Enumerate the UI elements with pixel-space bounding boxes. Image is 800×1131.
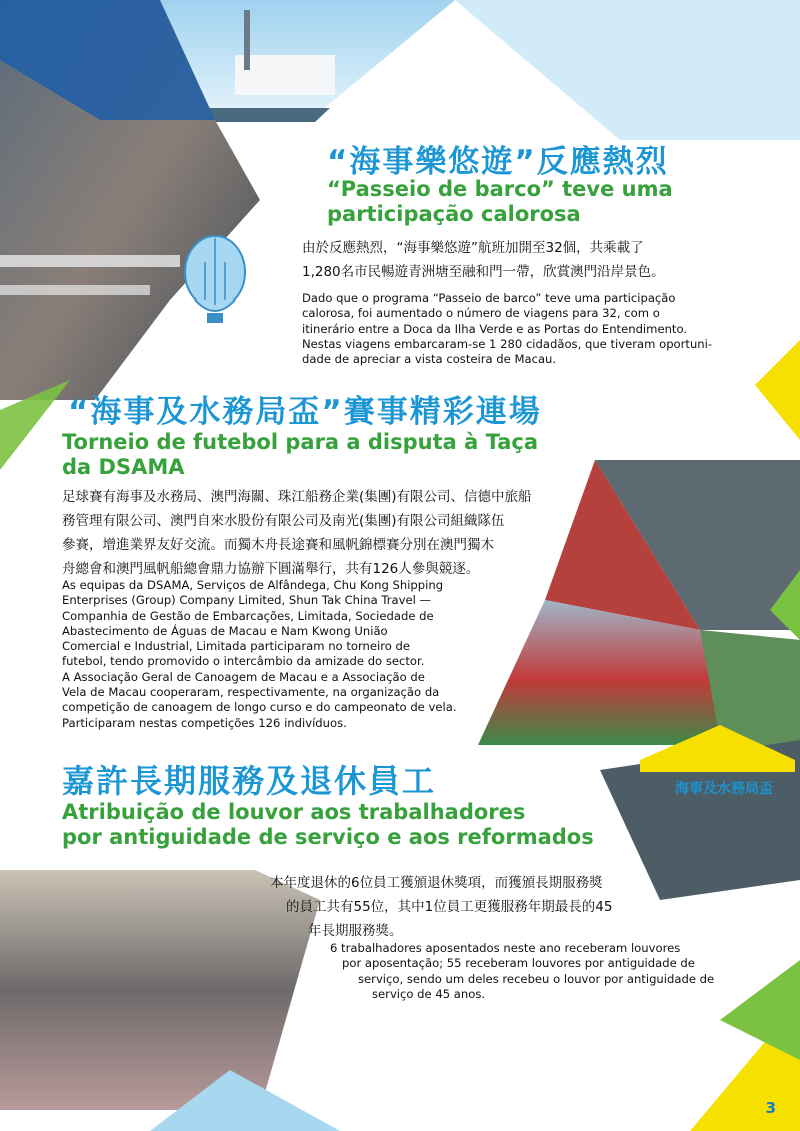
body-line: 由於反應熱烈，“海事樂悠遊”航班加開至32個，共乘載了 [302, 240, 644, 256]
body-line: Dado que o programa “Passeio de barco” teve uma participação [302, 291, 676, 305]
body-line: A Associação Geral de Canoagem de Macau e a Associação de [62, 669, 425, 684]
page-number: 3 [765, 1099, 776, 1117]
body-line: futebol, tendo promovido o intercâmbio da amizade do sector. [62, 654, 425, 669]
body-line: 的員工共有55位，其中1位員工更獲服務年期最長的45 [286, 899, 613, 915]
section3-title-pt [62, 800, 594, 850]
body-line: As equipas da DSAMA, Serviços de Alfândega, Chu Kong Shipping [62, 578, 444, 592]
body-line: Participaram nestas competições 126 indivíduos. [62, 715, 347, 730]
body-line: 1,280名市民暢遊青洲塘至融和門一帶，欣賞澳門沿岸景色。 [302, 264, 665, 280]
blue-triangle-deco [455, 0, 800, 140]
section3-body-cn [270, 871, 612, 943]
body-line: serviço de 45 anos. [372, 986, 486, 1001]
body-line: calorosa, foi aumentado o número de viagens para 32, com o [302, 306, 660, 321]
body-line: Comercial e Industrial, Limitada participaram no torneiro de [62, 639, 411, 654]
section3-body-pt [330, 941, 714, 1002]
body-line: 足球賽有海事及水務局、澳門海關、珠江船務企業(集團)有限公司、信德中旅船 [62, 489, 532, 505]
section2-body-cn [62, 485, 532, 581]
body-line: 舟總會和澳門風帆船總會鼎力協辦下圓滿舉行，共有126人參與競逐。 [62, 561, 480, 577]
title-line: por antiguidade de serviço e aos reformados [62, 825, 594, 850]
body-line: Vela de Macau cooperaram, respectivamente, na organização da [62, 685, 440, 700]
tower-shape [244, 10, 250, 70]
section1-title-pt [327, 177, 673, 227]
section1-title-cn: “海事樂悠遊”反應熱烈 [327, 144, 669, 180]
body-line: Companhia de Gestão de Embarcações, Limitada, Sociedade de [62, 608, 434, 623]
hot-air-balloon-icon [185, 236, 245, 323]
body-line: itinerário entre a Doca da Ilha Verde e as Portas do Entendimento. [302, 321, 688, 336]
title-line: participação calorosa [327, 202, 581, 227]
green-triangle-bottom [720, 960, 800, 1060]
body-line: dade de apreciar a vista costeira de Macau. [302, 352, 557, 367]
tent-banner-text: 海事及水務局盃 [675, 781, 773, 797]
title-line: da DSAMA [62, 455, 185, 480]
body-line: Nestas viagens embarcaram-se 1 280 cidadãos, que tiveram oportuni- [302, 336, 713, 351]
body-line: 6 trabalhadores aposentados neste ano receberam louvores [330, 941, 681, 955]
body-line: Enterprises (Group) Company Limited, Shun Tak China Travel — [62, 593, 432, 608]
body-line: competição de canoagem de longo curso e do campeonato de vela. [62, 700, 457, 715]
yellow-triangle-deco [755, 340, 800, 440]
section2-body-pt [62, 578, 457, 731]
body-line: 務管理有限公司、澳門自來水股份有限公司及南光(集團)有限公司組織隊伍 [62, 513, 505, 529]
body-line: 參賽，增進業界友好交流。而獨木舟長途賽和風帆錦標賽分別在澳門獨木 [62, 537, 494, 553]
body-line: 年長期服務獎。 [308, 923, 403, 939]
title-line: Atribuição de louvor aos trabalhadores [62, 800, 526, 824]
title-line: “Passeio de barco” teve uma [327, 177, 673, 201]
section3-title-cn: 嘉許長期服務及退休員工 [62, 762, 437, 800]
section1-body-cn [302, 236, 665, 284]
body-line: serviço, sendo um deles recebeu o louvor por antiguidade de [358, 971, 715, 986]
section1-body-pt [302, 291, 722, 367]
section2-title-pt [62, 430, 538, 480]
section2-title-cn: “海事及水務局盃”賽事精彩連場 [68, 394, 542, 430]
body-line: por aposentação; 55 receberam louvores por antiguidade de [342, 956, 695, 971]
body-line: 本年度退休的6位員工獲頒退休獎項，而獲頒長期服務獎 [270, 875, 603, 891]
body-line: Abastecimento de Águas de Macau e Nam Kwong União [62, 623, 388, 638]
title-line: Torneio de futebol para a disputa à Taça [62, 430, 539, 454]
